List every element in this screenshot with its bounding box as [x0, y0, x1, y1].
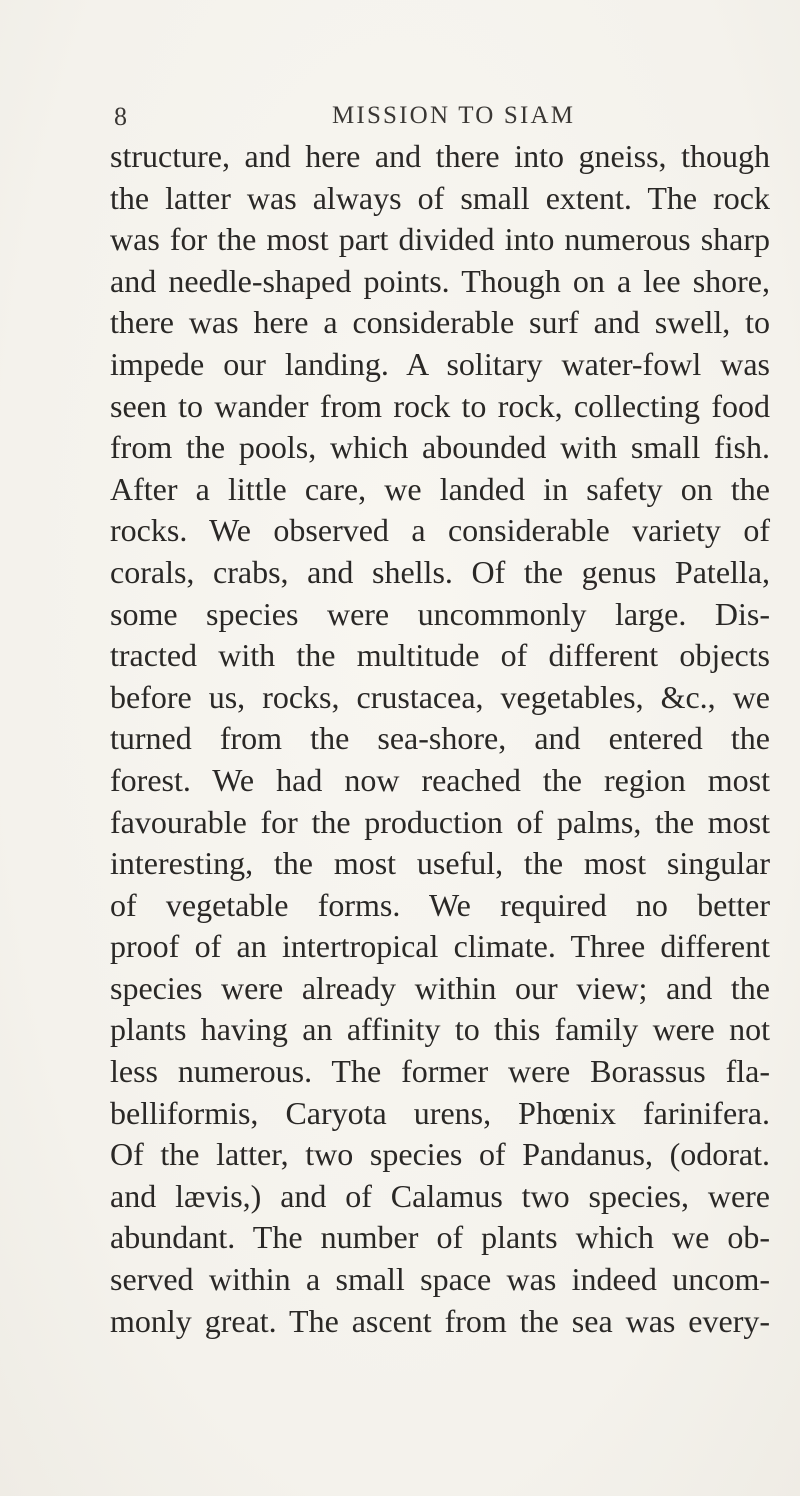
text-line: less numerous. The former were Borassus fla- [110, 1053, 770, 1090]
text-line: the latter was always of small extent. The rock [110, 179, 770, 216]
text-line: abundant. The number of plants which we ob- [110, 1219, 770, 1256]
text-line: of vegetable forms. We required no better [110, 886, 770, 923]
text-line: forest. We had now reached the region most [110, 761, 770, 798]
text-line: from the pools, which abounded with small fish. [110, 429, 770, 466]
text-line: rocks. We observed a considerable variety of [110, 512, 770, 549]
text-line: structure, and here and there into gneiss, though [110, 138, 770, 174]
text-line: belliformis, Caryota urens, Phœnix farinifera. [110, 1094, 770, 1131]
running-head: MISSION TO SIAM [332, 102, 576, 129]
text-line: species were already within our view; and the [110, 969, 770, 1006]
text-line: plants having an affinity to this family were not [110, 1011, 770, 1048]
text-line: proof of an intertropical climate. Three different [110, 928, 770, 965]
text-line: seen to wander from rock to rock, collecting food [110, 387, 770, 424]
text-line: interesting, the most useful, the most singular [110, 845, 770, 882]
text-line: favourable for the production of palms, the most [110, 803, 770, 840]
text-line: and needle-shaped points. Though on a lee shore, [110, 262, 770, 299]
text-line: before us, rocks, crustacea, vegetables, &c., we [110, 678, 770, 715]
text-line: After a little care, we landed in safety on the [110, 470, 770, 507]
page-number: 8 [114, 102, 128, 131]
text-line: monly great. The ascent from the sea was every- [110, 1302, 770, 1339]
text-line: corals, crabs, and shells. Of the genus Patella, [110, 553, 770, 590]
text-line: there was here a considerable surf and swell, to [110, 304, 770, 341]
text-line: impede our landing. A solitary water-fowl was [110, 345, 770, 382]
text-line: tracted with the multitude of different objects [110, 637, 770, 674]
text-line: Of the latter, two species of Pandanus, (odorat. [110, 1136, 770, 1173]
body-paragraph [110, 136, 770, 1342]
text-line: served within a small space was indeed uncom- [110, 1261, 770, 1298]
text-line: turned from the sea-shore, and entered the [110, 720, 770, 757]
text-line: some species were uncommonly large. Dis- [110, 595, 770, 632]
text-line: and lævis,) and of Calamus two species, were [110, 1177, 770, 1214]
text-line: was for the most part divided into numerous sharp [110, 221, 770, 258]
